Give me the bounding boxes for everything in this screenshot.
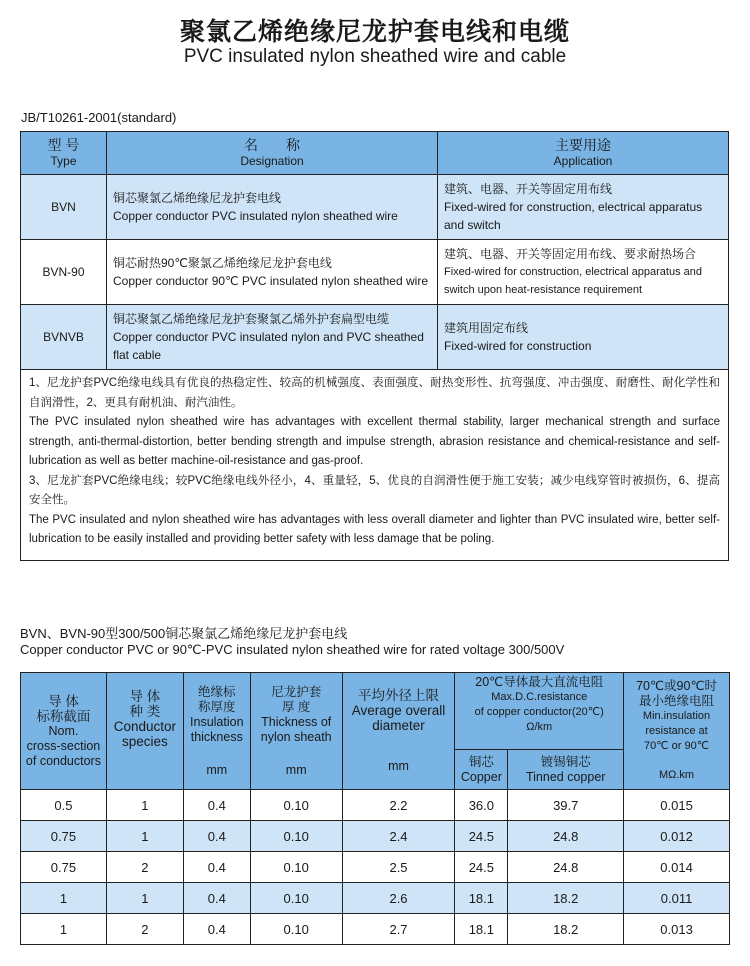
cell-conductor-species: 1	[106, 883, 183, 914]
cell-conductor-species: 1	[106, 821, 183, 852]
cell-copper-resistance: 18.1	[455, 883, 508, 914]
header-application	[438, 132, 729, 175]
header-cn: 70℃或90℃时 最小绝缘电阻	[636, 679, 717, 708]
table-row	[21, 240, 729, 305]
cell-diameter: 2.4	[342, 821, 455, 852]
cell-insulation-resistance: 0.014	[624, 852, 730, 883]
table-row	[21, 883, 730, 914]
cell-diameter: 2.6	[342, 883, 455, 914]
header-conductor-species	[106, 673, 183, 790]
header-cn: 导 体 标称截面	[36, 693, 91, 724]
header-cn: 尼龙护套 厚 度	[271, 684, 322, 714]
cell-insulation-resistance: 0.015	[624, 790, 730, 821]
header-cross-section	[21, 673, 107, 790]
header-unit: mm	[206, 762, 228, 777]
cell-insulation-resistance: 0.013	[624, 914, 730, 945]
header-en: Min.insulation resistance at 70℃ or 90℃	[642, 710, 711, 752]
row-designation	[107, 175, 438, 240]
cell-copper-resistance: 18.1	[455, 914, 508, 945]
header-designation	[107, 132, 438, 175]
table-row	[21, 914, 730, 945]
cell-diameter: 2.7	[342, 914, 455, 945]
header-tinned-copper	[508, 750, 624, 790]
cell-copper-resistance: 24.5	[455, 852, 508, 883]
cell-insulation-thickness: 0.4	[183, 821, 250, 852]
header-designation-en: Designation	[240, 154, 304, 168]
application-cn: 建筑、电器、开关等固定用布线、要求耐热场合	[444, 247, 697, 261]
designation-en: Copper conductor PVC insulated nylon and PVC sheathed flat cable	[113, 330, 424, 362]
product-table-header	[21, 132, 729, 175]
standard-label: JB/T10261-2001(standard)	[21, 110, 177, 125]
header-type-en: Type	[50, 154, 77, 168]
page-title-en: PVC insulated nylon sheathed wire and cable	[183, 46, 567, 67]
table-row	[21, 852, 730, 883]
cell-diameter: 2.2	[342, 790, 455, 821]
header-en: Nom. cross-section of conductors	[25, 723, 101, 768]
application-en: Fixed-wired for construction, electrical apparatus and switch upon heat-resistance requirement	[444, 266, 703, 296]
note-paragraph: 1、尼龙护套PVC绝缘电线具有优良的热稳定性、较高的机械强度、表面强度、耐热变形性、抗弯强度、冲击强度、耐磨性、耐化学性和自润滑性，2、更具有耐机油、耐汽油性。	[29, 377, 720, 409]
cell-tinned-resistance: 24.8	[508, 821, 624, 852]
header-en: Copper	[460, 769, 502, 784]
section-title-en: Copper conductor PVC or 90℃-PVC insulated nylon sheathed wire for rated voltage 300/500V	[20, 642, 565, 657]
header-cn: 镀锡铜芯	[540, 754, 591, 769]
header-copper	[455, 750, 508, 790]
header-en: Insulation thickness	[190, 714, 244, 744]
header-en: Thickness of nylon sheath	[260, 714, 332, 744]
cell-insulation-thickness: 0.4	[183, 883, 250, 914]
header-cn: 导 体 种 类	[129, 689, 161, 719]
header-insulation-thickness	[183, 673, 250, 790]
header-en: Average overall diameter	[351, 703, 446, 733]
header-en: Max.D.C.resistance of copper conductor(20℃) Ω/km	[474, 691, 604, 733]
header-cn: 20℃导体最大直流电阻	[475, 675, 604, 689]
row-type: BVN-90	[21, 240, 107, 305]
cell-nylon-thickness: 0.10	[250, 790, 342, 821]
cell-conductor-species: 2	[106, 914, 183, 945]
spec-table	[20, 672, 730, 945]
designation-en: Copper conductor 90℃ PVC insulated nylon sheathed wire	[113, 274, 428, 288]
header-application-en: Application	[553, 154, 613, 168]
header-designation-cn: 名 称	[244, 137, 300, 153]
cell-copper-resistance: 24.5	[455, 821, 508, 852]
page-title-cn: 聚氯乙烯绝缘尼龙护套电线和电缆	[179, 17, 570, 46]
designation-en: Copper conductor PVC insulated nylon sheathed wire	[113, 209, 398, 223]
notes-cell	[21, 370, 729, 561]
cell-conductor-species: 1	[106, 790, 183, 821]
row-application	[438, 305, 729, 370]
header-application-cn: 主要用途	[555, 137, 611, 153]
row-type: BVNVB	[21, 305, 107, 370]
cell-insulation-thickness: 0.4	[183, 852, 250, 883]
cell-copper-resistance: 36.0	[455, 790, 508, 821]
row-application	[438, 240, 729, 305]
note-paragraph: The PVC insulated and nylon sheathed wire has advantages with less overall diameter and lighter than PVC insulated wire, better self-lubrication to be easily installed and providing better safety with less damage that be poling.	[29, 513, 720, 545]
application-en: Fixed-wired for construction	[444, 339, 592, 353]
note-paragraph: The PVC insulated nylon sheathed wire has advantages with excellent thermal stability, larger mechanical strength and surface strength, anti-thermal-distortion, better bending strength and impulse strength, abrasion resistance and chemical-resistance and self-lubrication as well as better machine-oil-resistance and gas-proof.	[29, 416, 720, 467]
cell-diameter: 2.5	[342, 852, 455, 883]
row-designation	[107, 305, 438, 370]
application-cn: 建筑、电器、开关等固定用布线	[444, 182, 613, 196]
header-resistance	[455, 673, 624, 750]
header-cn: 绝缘标 称厚度	[198, 684, 236, 714]
cell-nylon-thickness: 0.10	[250, 821, 342, 852]
cell-conductor-species: 2	[106, 852, 183, 883]
cell-insulation-resistance: 0.011	[624, 883, 730, 914]
header-en: Conductor species	[113, 719, 176, 749]
header-unit: mm	[285, 762, 307, 777]
cell-tinned-resistance: 18.2	[508, 914, 624, 945]
header-en: Tinned copper	[525, 769, 606, 784]
header-type	[21, 132, 107, 175]
table-row	[21, 790, 730, 821]
header-nylon-thickness	[250, 673, 342, 790]
row-type: BVN	[21, 175, 107, 240]
designation-cn: 铜芯聚氯乙烯绝缘尼龙护套聚氯乙烯外护套扁型电缆	[113, 312, 390, 326]
application-cn: 建筑用固定布线	[444, 321, 529, 335]
cell-cross-section: 0.75	[21, 821, 107, 852]
designation-cn: 铜芯聚氯乙烯绝缘尼龙护套电线	[113, 191, 282, 205]
header-type-cn: 型 号	[47, 137, 80, 153]
section-title-cn: BVN、BVN-90型300/500铜芯聚氯乙烯绝缘尼龙护套电线	[20, 626, 348, 641]
product-table	[20, 131, 729, 561]
cell-cross-section: 0.5	[21, 790, 107, 821]
application-en: Fixed-wired for construction, electrical apparatus and switch	[444, 200, 703, 232]
table-row	[21, 305, 729, 370]
header-diameter	[342, 673, 455, 790]
header-cn: 铜芯	[468, 754, 494, 769]
header-insulation-resistance	[624, 673, 730, 790]
cell-cross-section: 0.75	[21, 852, 107, 883]
cell-tinned-resistance: 24.8	[508, 852, 624, 883]
cell-insulation-thickness: 0.4	[183, 790, 250, 821]
cell-cross-section: 1	[21, 914, 107, 945]
header-unit: MΩ.km	[658, 769, 695, 781]
row-designation	[107, 240, 438, 305]
cell-tinned-resistance: 18.2	[508, 883, 624, 914]
note-paragraph: 3、尼龙扩套PVC绝缘电线；较PVC绝缘电线外径小，4、重量轻，5、优良的自润滑性便于施工安装；减少电线穿管时被损伤，6、提高安全性。	[29, 474, 720, 506]
cell-insulation-resistance: 0.012	[624, 821, 730, 852]
cell-nylon-thickness: 0.10	[250, 852, 342, 883]
table-row	[21, 175, 729, 240]
cell-cross-section: 1	[21, 883, 107, 914]
cell-tinned-resistance: 39.7	[508, 790, 624, 821]
header-unit: mm	[388, 759, 409, 773]
table-row	[21, 821, 730, 852]
notes-row	[21, 370, 729, 561]
cell-nylon-thickness: 0.10	[250, 914, 342, 945]
row-application	[438, 175, 729, 240]
cell-insulation-thickness: 0.4	[183, 914, 250, 945]
header-cn: 平均外径上限	[358, 688, 439, 703]
cell-nylon-thickness: 0.10	[250, 883, 342, 914]
designation-cn: 铜芯耐热90℃聚氯乙烯绝缘尼龙护套电线	[113, 256, 332, 270]
